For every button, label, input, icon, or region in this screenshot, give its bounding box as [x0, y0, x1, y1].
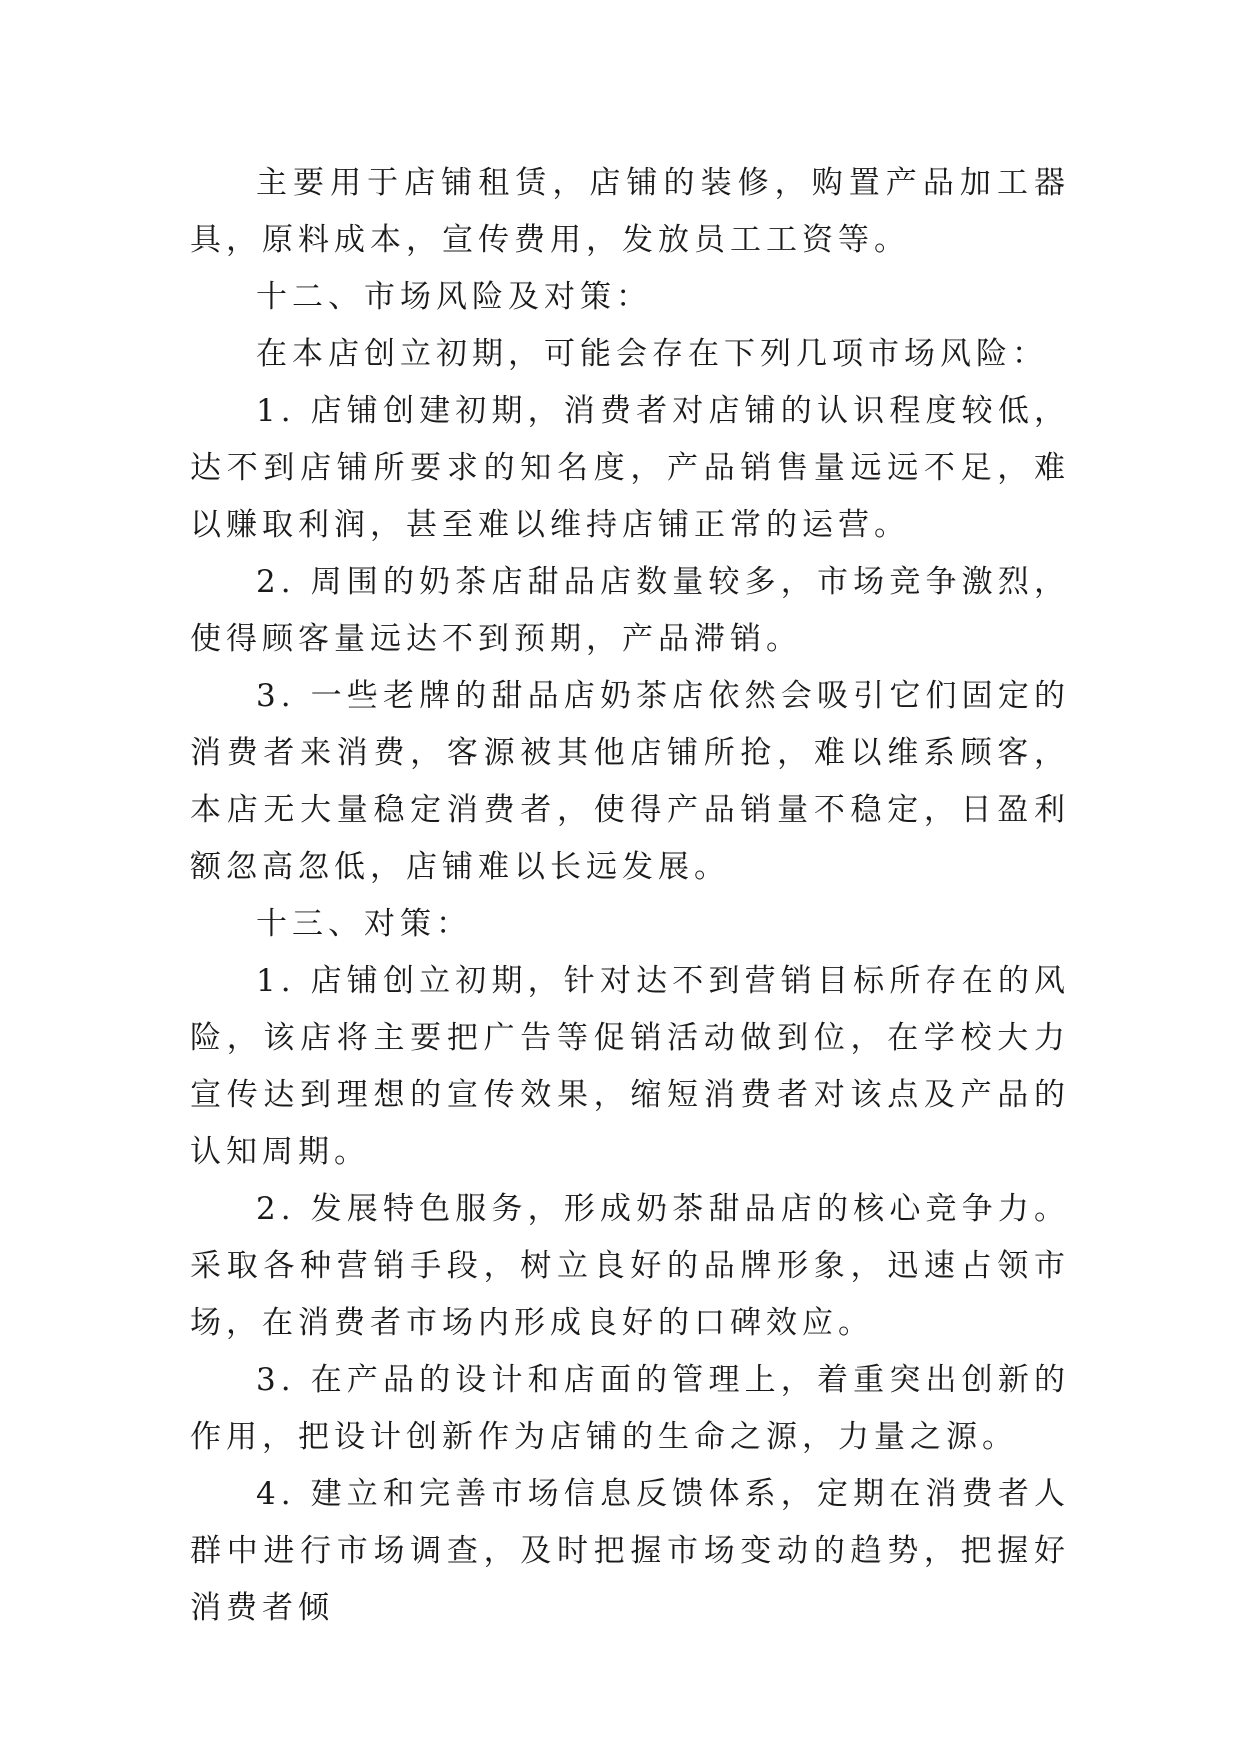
paragraph-measure-1: 1. 店铺创立初期，针对达不到营销目标所存在的风险，该店将主要把广告等促销活动做到位，在学校大力宣传达到理想的宣传效果，缩短消费者对该点及产品的认知周期。 [190, 963, 1070, 1170]
paragraph-risk-1: 1. 店铺创建初期，消费者对店铺的认识程度较低，达不到店铺所要求的知名度，产品销售量远远不足，难以赚取利润，甚至难以维持店铺正常的运营。 [190, 393, 1070, 543]
heading-countermeasures: 十三、对策： [256, 906, 472, 942]
paragraph-measure-3: 3. 在产品的设计和店面的管理上，着重突出创新的作用，把设计创新作为店铺的生命之源，力量之源。 [190, 1362, 1070, 1455]
paragraph-risk-3: 3. 一些老牌的甜品店奶茶店依然会吸引它们固定的消费者来消费，客源被其他店铺所抢，难以维系顾客，本店无大量稳定消费者，使得产品销量不稳定，日盈利额忽高忽低，店铺难以长远发展。 [190, 678, 1070, 885]
paragraph-risk-intro: 在本店创立初期，可能会存在下列几项市场风险： [256, 336, 1048, 372]
paragraph-measure-4: 4. 建立和完善市场信息反馈体系，定期在消费者人群中进行市场调查，及时把握市场变动的趋势，把握好消费者倾 [190, 1476, 1070, 1626]
paragraph-measure-2: 2. 发展特色服务，形成奶茶甜品店的核心竞争力。采取各种营销手段，树立良好的品牌形象，迅速占领市场，在消费者市场内形成良好的口碑效应。 [190, 1191, 1070, 1341]
paragraph-risk-2: 2. 周围的奶茶店甜品店数量较多，市场竞争激烈，使得顾客量远达不到预期，产品滞销。 [190, 564, 1070, 657]
document-body [190, 155, 1070, 1637]
heading-market-risk: 十二、市场风险及对策： [256, 279, 652, 315]
paragraph-funding-usage: 主要用于店铺租赁，店铺的装修，购置产品加工器具，原料成本，宣传费用，发放员工工资等。 [190, 165, 1070, 258]
